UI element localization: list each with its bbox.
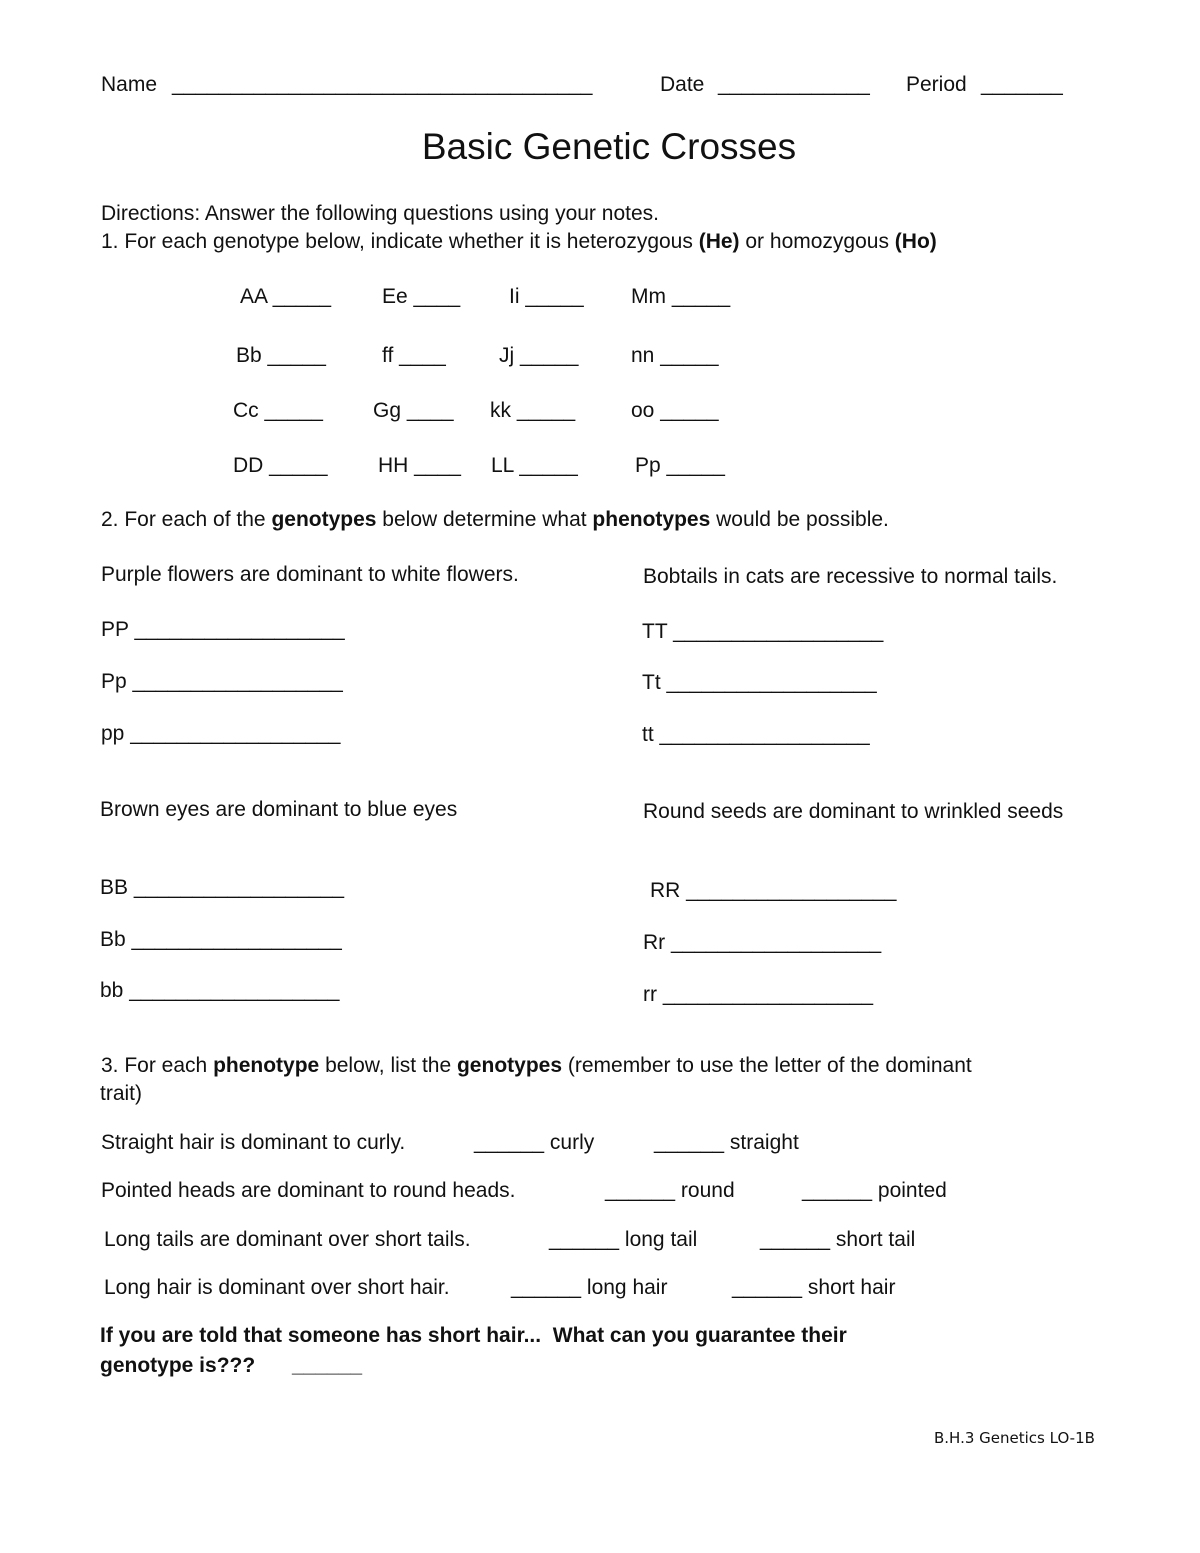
date-blank[interactable]: _____________ — [718, 73, 870, 96]
q3-prompt-continued: trait) — [100, 1082, 142, 1105]
final-question: If you are told that someone has short hair... What can you guarantee their — [100, 1324, 847, 1347]
genotype-item[interactable]: Bb _____ — [236, 344, 326, 367]
trait-statement: Purple flowers are dominant to white flowers. — [101, 563, 519, 586]
genotype-item[interactable]: Mm _____ — [631, 285, 731, 308]
genotype-item[interactable]: Ee ____ — [382, 285, 461, 308]
trait-statement: Brown eyes are dominant to blue eyes — [100, 798, 458, 821]
genotype-answer[interactable]: ______ straight — [654, 1131, 799, 1154]
period-label: Period — [906, 73, 967, 96]
genotype-item[interactable]: Pp _____ — [635, 454, 725, 477]
phenotype-line[interactable]: Tt __________________ — [642, 671, 877, 694]
phenotype-line[interactable]: Rr __________________ — [643, 931, 882, 954]
phenotype-line[interactable]: bb __________________ — [100, 979, 340, 1002]
period-blank[interactable]: _______ — [981, 73, 1063, 96]
directions: Directions: Answer the following questions using your notes. — [101, 202, 659, 225]
phenotype-line[interactable]: Bb __________________ — [100, 928, 342, 951]
genotype-item[interactable]: HH ____ — [378, 454, 461, 477]
genotype-item[interactable]: DD _____ — [233, 454, 328, 477]
genotype-item[interactable]: Ii _____ — [509, 285, 584, 308]
genotype-answer[interactable]: ______ short hair — [732, 1276, 896, 1299]
genotype-item[interactable]: AA _____ — [240, 285, 332, 308]
phenotype-line[interactable]: PP __________________ — [101, 618, 345, 641]
genotype-item[interactable]: Gg ____ — [373, 399, 454, 422]
phenotype-line[interactable]: Pp __________________ — [101, 670, 343, 693]
phenotype-line[interactable]: rr __________________ — [643, 983, 874, 1006]
dominance-statement: Straight hair is dominant to curly. — [101, 1131, 406, 1154]
q2-prompt: 2. For each of the genotypes below determine what phenotypes would be possible. — [101, 508, 889, 531]
genotype-answer[interactable]: ______ short tail — [760, 1228, 916, 1251]
genotype-item[interactable]: kk _____ — [490, 399, 576, 422]
phenotype-line[interactable]: BB __________________ — [100, 876, 345, 899]
dominance-statement: Long hair is dominant over short hair. — [104, 1276, 450, 1299]
trait-statement: Bobtails in cats are recessive to normal tails. — [643, 565, 1058, 588]
date-label: Date — [660, 73, 705, 96]
genotype-item[interactable]: LL _____ — [491, 454, 578, 477]
q3-prompt: 3. For each phenotype below, list the genotypes (remember to use the letter of the dominant — [101, 1054, 972, 1077]
phenotype-line[interactable]: TT __________________ — [642, 620, 884, 643]
page-title: Basic Genetic Crosses — [421, 126, 797, 167]
genotype-answer[interactable]: ______ curly — [474, 1131, 595, 1154]
phenotype-line[interactable]: pp __________________ — [101, 722, 341, 745]
genotype-answer[interactable]: ______ long hair — [511, 1276, 668, 1299]
q1-prompt: 1. For each genotype below, indicate whether it is heterozygous (He) or homozygous (Ho) — [101, 230, 937, 253]
footer-code: B.H.3 Genetics LO-1B — [934, 1429, 1095, 1447]
genotype-item[interactable]: Jj _____ — [499, 344, 579, 367]
final-question-continued: genotype is??? — [100, 1354, 256, 1377]
phenotype-line[interactable]: tt __________________ — [642, 723, 870, 746]
genotype-answer[interactable]: ______ round — [605, 1179, 735, 1202]
name-blank[interactable]: ____________________________________ — [172, 73, 593, 96]
genotype-answer[interactable]: ______ long tail — [549, 1228, 698, 1251]
phenotype-line[interactable]: RR __________________ — [650, 879, 897, 902]
trait-statement: Round seeds are dominant to wrinkled seeds — [643, 800, 1064, 823]
dominance-statement: Long tails are dominant over short tails. — [104, 1228, 471, 1251]
genotype-item[interactable]: ff ____ — [382, 344, 446, 367]
genotype-item[interactable]: oo _____ — [631, 399, 719, 422]
genotype-item[interactable]: Cc _____ — [233, 399, 323, 422]
dominance-statement: Pointed heads are dominant to round heads. — [101, 1179, 516, 1202]
genotype-item[interactable]: nn _____ — [631, 344, 719, 367]
final-answer-blank[interactable]: ______ — [292, 1354, 363, 1377]
name-label: Name — [101, 73, 158, 96]
genotype-answer[interactable]: ______ pointed — [802, 1179, 947, 1202]
